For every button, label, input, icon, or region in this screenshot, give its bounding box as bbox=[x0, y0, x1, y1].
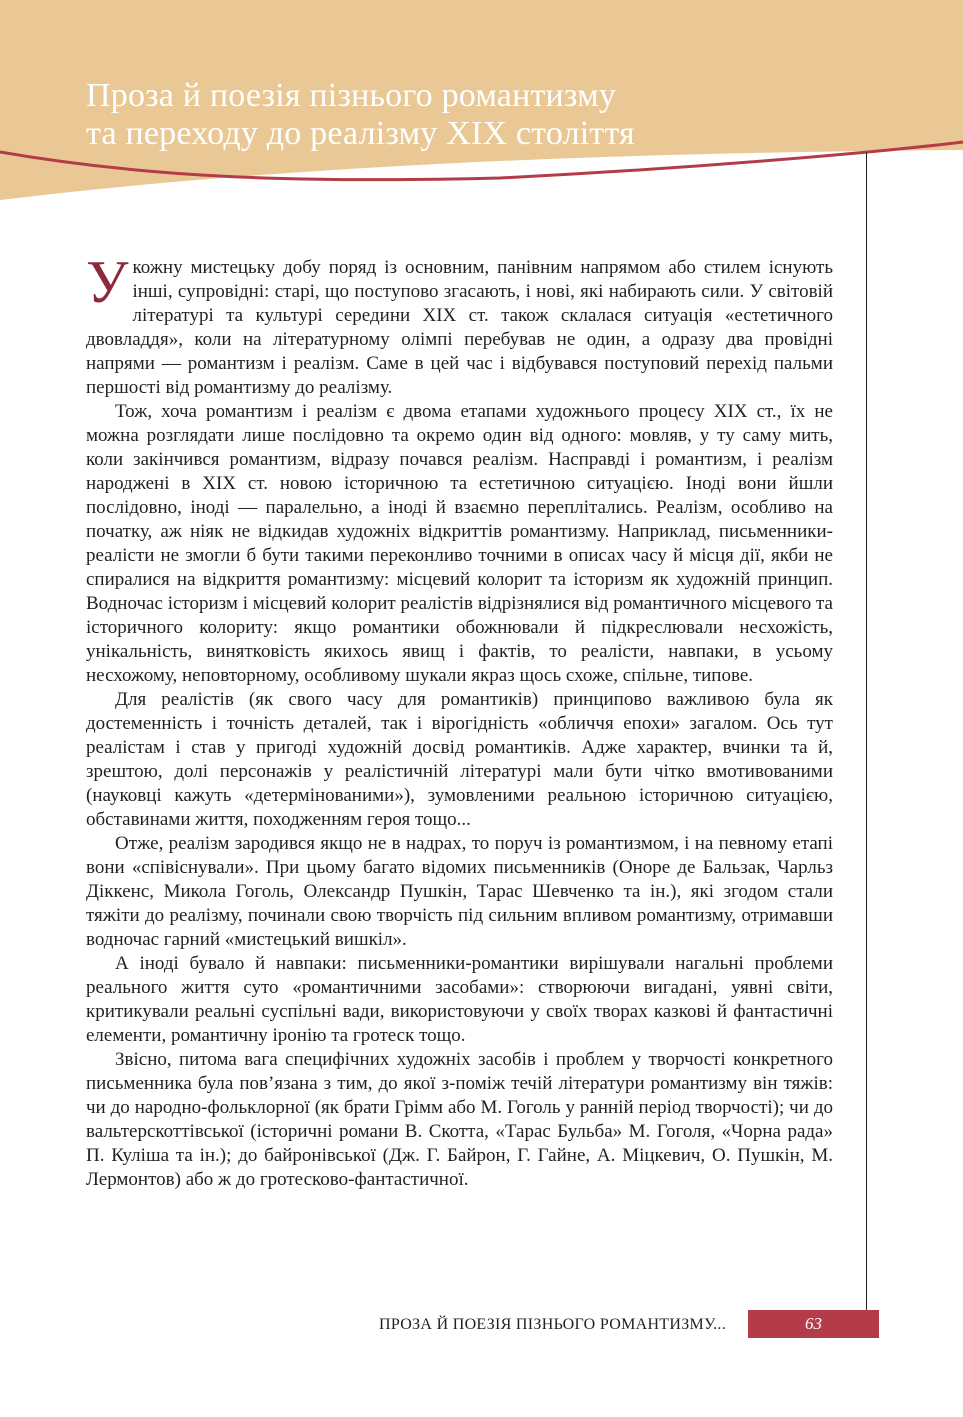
page-title-line1: Проза й поезія пізнього романтизму bbox=[86, 77, 617, 114]
paragraph-1-text: кожну мистецьку добу поряд із основним, панівним напрямом або стилем існують інші, супровідні: старі, що поступово згасають, і нові, які набирають сили. У світовій літературі та культурі середини XIX ст. також склалася ситуація «естетичного двовладдя», коли на літературному олімпі перебував не один, а одразу два провідні напрями — романтизм і реалізм. Саме в цей час і відбувався поступовий перехід пальми першості від романтизму до реалізму. bbox=[86, 257, 833, 398]
paragraph-5: А іноді бувало й навпаки: письменники-романтики вирішували нагальні проблеми реального життя суто «романтичними засобами»: створюючи вигадані, уявні світи, критикували реальні суспільні вади, використовуючи у своїх творах казкові й фантастичні елементи, романтичну іронію та гротеск тощо. bbox=[86, 953, 833, 1046]
body-text bbox=[86, 249, 833, 1192]
margin-rule bbox=[866, 152, 867, 1310]
running-title: ПРОЗА Й ПОЕЗІЯ ПІЗНЬОГО РОМАНТИЗМУ... bbox=[379, 1316, 726, 1333]
page-title bbox=[86, 77, 635, 153]
drop-cap: У bbox=[86, 249, 129, 315]
paragraph-2: Тож, хоча романтизм і реалізм є двома етапами художнього процесу XIX ст., їх не можна розглядати лише послідовно та окремо один від одного: мовляв, у ту саму мить, коли закінчився романтизм, відразу почався реалізм. Насправді і романтизм, і реалізм народжені в XIX ст. новою історичною та естетичною ситуацією. Іноді вони йшли послідовно, іноді — паралельно, а іноді й взаємно переплітались. Реалізм, особливо на початку, аж ніяк не відкидав художніх відкриттів романтизму. Наприклад, письменники-реалісти не змогли б бути такими переконливо точними в описах часу й місця дії, якби не спиралися на відкриття романтизму: місцевий колорит та історизм як художній принцип. Водночас історизм і місцевий колорит реалістів відрізнялися від романтичного місцевого та історичного колориту: якщо романтики обожнювали й підкреслювали несхожість, унікальність, винятковість якихось явищ і фактів, то реалісти, навпаки, в усьому несхожому, неповторному, особливому шукали якраз щось схоже, спільне, типове. bbox=[86, 401, 833, 686]
paragraph-6: Звісно, питома вага специфічних художніх засобів і проблем у творчості конкретного письменника була пов’язана з тим, до якої з-поміж течій літератури романтизму він тяжів: чи до народно-фольклорної (як брати Грімм або М. Гоголь у ранній період творчості); чи до вальтерскоттівської (історичні романи В. Скотта, «Тарас Бульба» М. Гоголя, «Чорна рада» П. Куліша та ін.); до байронівської (Дж. Г. Байрон, Г. Гайне, А. Міцкевич, О. Пушкін, М. Лермонтов) або ж до гротесково-фантастичної. bbox=[86, 1049, 833, 1190]
paragraph-1 bbox=[86, 249, 833, 400]
paragraph-4: Отже, реалізм зародився якщо не в надрах, то поруч із романтизмом, і на певному етапі вони «співіснували». При цьому багато відомих письменників (Оноре де Бальзак, Чарльз Діккенс, Микола Гоголь, Олександр Пушкін, Тарас Шевченко та ін.), які згодом стали тяжіти до реалізму, починали свою творчість під сильним впливом романтизму, отримавши водночас гарний «мистецький вишкіл». bbox=[86, 833, 833, 950]
page-title-line2: та переходу до реалізму XIX століття bbox=[86, 115, 635, 152]
page-number: 63 bbox=[748, 1310, 879, 1338]
paragraph-3: Для реалістів (як свого часу для романтиків) принципово важливою була як достеменність і точність деталей, так і вірогідність «обличчя епохи» загалом. Ось тут реалістам і став у пригоді художній досвід романтиків. Адже характер, вчинки та й, зрештою, долі персонажів у реалістичній літературі мали бути чітко вмотивованими (науковці кажуть «детермінованими»), зумовленими реальною історичною ситуацією, обставинами життя, походженням героя тощо... bbox=[86, 689, 833, 830]
